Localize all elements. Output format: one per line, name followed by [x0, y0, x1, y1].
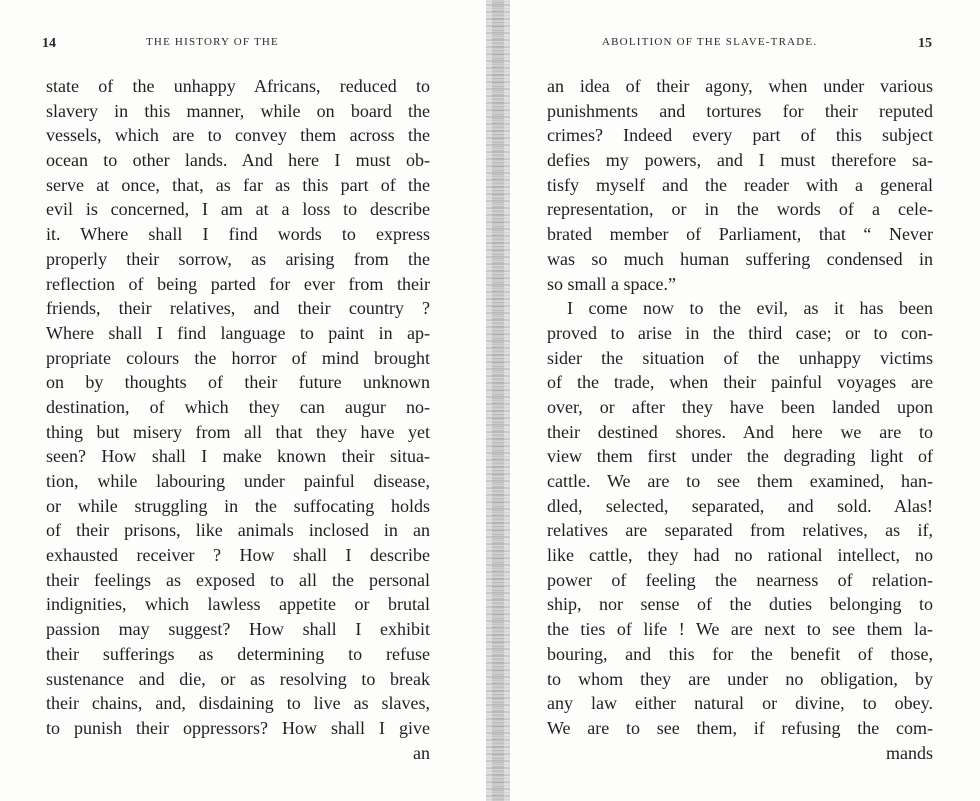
text-line: or while struggling in the suffocating holds [46, 495, 430, 516]
text-line: crimes? Indeed every part of this subject [547, 125, 933, 146]
text-line: dled, selected, separated, and sold. Alas! [547, 495, 933, 516]
text-line: punishments and tortures for their reputed [547, 100, 933, 121]
text-line: of the trade, when their painful voyages are [547, 372, 933, 393]
book-gutter [486, 0, 510, 801]
paragraph-start-line: I come now to the evil, as it has been [567, 298, 933, 319]
text-line: friends, their relatives, and their country ? [46, 298, 430, 319]
text-line: representation, or in the words of a cele- [547, 199, 933, 220]
left-body-text [46, 74, 430, 765]
text-line: relatives are separated from relatives, as if, [547, 520, 933, 541]
text-line: ocean to other lands. And here I must ob- [46, 150, 430, 171]
text-line: We are to see them, if refusing the com- [547, 717, 933, 738]
text-line: properly their sorrow, as arising from the [46, 248, 430, 269]
text-line: sustenance and die, or as resolving to break [46, 668, 430, 689]
text-line: over, or after they have been landed upon [547, 396, 933, 417]
text-line: evil is concerned, I am at a loss to describe [46, 199, 430, 220]
text-line: indignities, which lawless appetite or brutal [46, 594, 430, 615]
left-page [0, 0, 486, 801]
text-line: defies my powers, and I must therefore sa- [547, 150, 933, 171]
paragraph-end-line: so small a space.” [547, 273, 676, 294]
right-running-head: ABOLITION OF THE SLAVE-TRADE. [602, 36, 818, 48]
text-line: exhausted receiver ? How shall I describe [46, 545, 430, 566]
text-line: their sufferings as determining to refuse [46, 643, 430, 664]
left-running-head: THE HISTORY OF THE [146, 36, 279, 48]
text-line: any law either natural or divine, to obey. [547, 693, 933, 714]
right-body-text [547, 74, 933, 765]
text-line: tion, while labouring under painful disease, [46, 471, 430, 491]
left-page-number: 14 [42, 36, 56, 51]
text-line: was so much human suffering condensed in [547, 248, 933, 269]
catchword: mands [886, 742, 933, 763]
text-line: brated member of Parliament, that “ Never [547, 224, 933, 245]
text-line: Where shall I find language to paint in ap- [46, 322, 430, 343]
text-line: propriate colours the horror of mind brought [46, 347, 430, 368]
text-line: serve at once, that, as far as this part of the [46, 174, 430, 195]
right-page-number: 15 [918, 36, 932, 51]
text-line: like cattle, they had no rational intellect, no [547, 545, 933, 566]
text-line: destination, of which they can augur no- [46, 396, 430, 417]
right-page [510, 0, 980, 801]
text-line: thing but misery from all that they have yet [46, 421, 430, 442]
text-line: to whom they are under no obligation, by [547, 668, 933, 689]
text-line: the ties of life ! We are next to see them la- [547, 619, 933, 640]
text-line: bouring, and this for the benefit of those, [547, 643, 933, 664]
text-line: their destined shores. And here we are to [547, 421, 933, 442]
text-line: proved to arise in the third case; or to con- [547, 322, 933, 343]
text-line: sider the situation of the unhappy victims [547, 347, 933, 368]
text-line: ship, nor sense of the duties belonging to [547, 594, 933, 615]
text-line: power of feeling the nearness of relation- [547, 569, 933, 590]
text-line: view them first under the degrading light of [547, 446, 933, 467]
text-line: of their prisons, like animals inclosed in an [46, 520, 430, 541]
text-line: their chains, and, disdaining to live as slaves, [46, 693, 430, 714]
catchword: an [413, 742, 430, 763]
text-line: passion may suggest? How shall I exhibit [46, 619, 430, 640]
text-line: it. Where shall I find words to express [46, 224, 430, 245]
text-line: an idea of their agony, when under various [547, 76, 933, 96]
text-line: state of the unhappy Africans, reduced to [46, 76, 430, 96]
text-line: seen? How shall I make known their situa- [46, 446, 430, 467]
text-line: vessels, which are to convey them across the [46, 125, 430, 146]
text-line: on by thoughts of their future unknown [46, 372, 430, 393]
text-line: slavery in this manner, while on board the [46, 100, 430, 121]
text-line: their feelings as exposed to all the personal [46, 569, 430, 590]
text-line: tisfy myself and the reader with a general [547, 174, 933, 195]
text-line: to punish their oppressors? How shall I give [46, 717, 430, 738]
text-line: reflection of being parted for ever from their [46, 273, 430, 294]
text-line: cattle. We are to see them examined, han- [547, 471, 933, 491]
